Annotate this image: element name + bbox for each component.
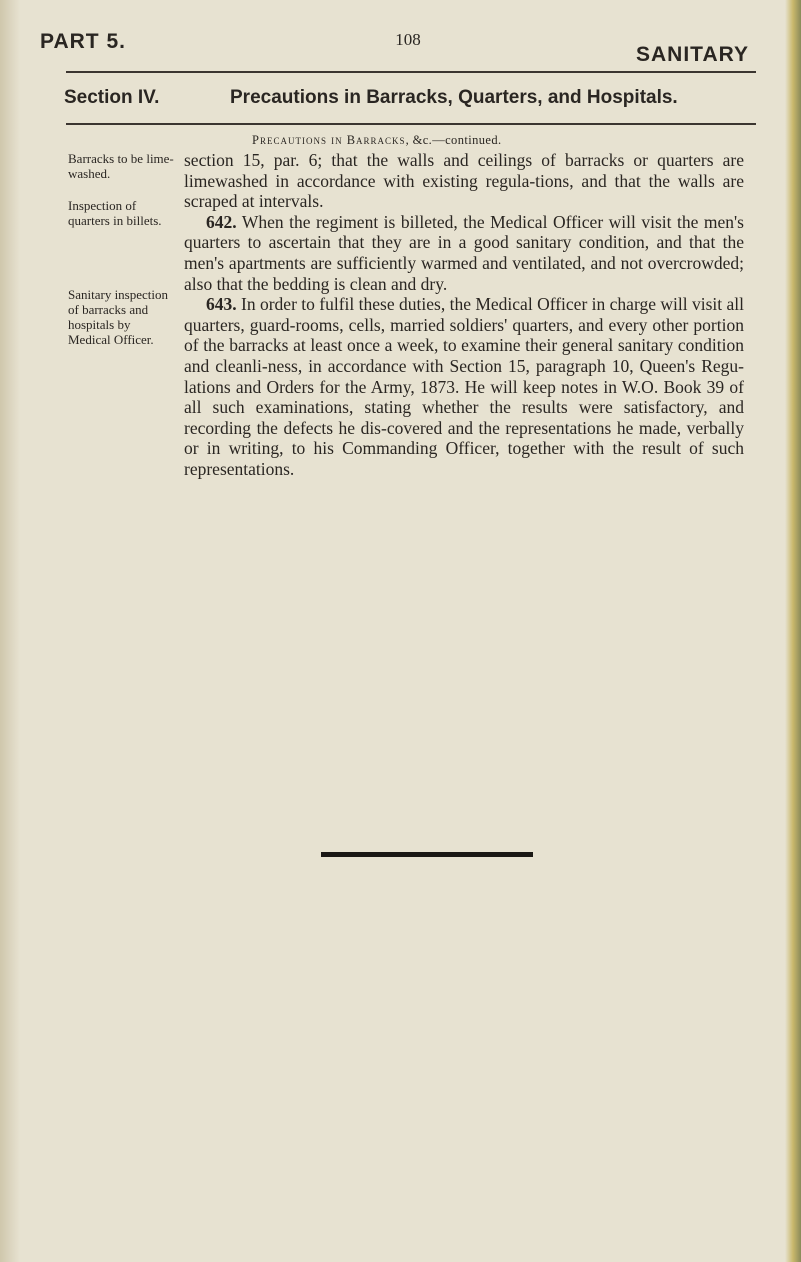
paragraph-text: When the regiment is billeted, the Medical Officer will visit the men's quarters to ascertain that they are in a good sanitary condition, and that the men's apartments are sufficiently warmed and ventilated, and not overcrowded; also that the bedding is clean and dry. <box>184 211 744 294</box>
subheading-rest: , &c.—continued. <box>405 133 502 147</box>
header-rule-top <box>66 71 756 73</box>
paragraph-text: In order to fulfil these duties, the Medical Officer in charge will visit all quarters, guard-rooms, cells, married soldiers' quarters, and every other portion of the barracks at least once a week, to examine their general sanitary condition and cleanli-ness, in accordance with Section 15, paragraph 10, Queen's Regu-lations and Orders for the Army, 1873. He will keep notes in W.O. Book 39 of all such examinations, stating whether the results were satisfactory, and recording the defects he dis-covered and the representations he made, verbally or in writing, to his Commanding Officer, together with the result of such representations. <box>184 294 744 479</box>
paragraph-text: section 15, par. 6; that the walls and ceilings of barracks or quarters are limewashed in accordance with existing regula-tions, and that the walls are scraped at intervals. <box>184 150 744 212</box>
page-number: 108 <box>395 30 421 49</box>
margin-note-limewash: Barracks to be lime-washed. <box>68 151 174 181</box>
subheading-title: Precautions in Barracks <box>252 133 406 147</box>
continued-subheading <box>252 133 712 148</box>
header-rule-bottom <box>66 123 756 125</box>
running-head-part: PART 5. <box>40 30 126 53</box>
page-left-edge <box>0 0 20 1262</box>
section-label: Section IV. <box>64 87 160 108</box>
section-title: Precautions in Barracks, Quarters, and Hospitals. <box>230 87 678 108</box>
margin-note-sanitary-inspection: Sanitary inspection of barracks and hospitals by Medical Officer. <box>68 287 169 347</box>
paragraph-643 <box>184 294 744 479</box>
paragraph-number: 642. <box>206 211 237 232</box>
running-head-subject: SANITARY <box>636 43 749 66</box>
page-right-edge <box>785 0 801 1262</box>
paragraph-642 <box>184 212 744 294</box>
paragraph-number: 643. <box>206 294 237 315</box>
end-rule <box>321 852 533 857</box>
paragraph-continued <box>184 150 744 212</box>
margin-note-billets: Inspection of quarters in billets. <box>68 198 162 228</box>
body-text <box>184 150 744 480</box>
